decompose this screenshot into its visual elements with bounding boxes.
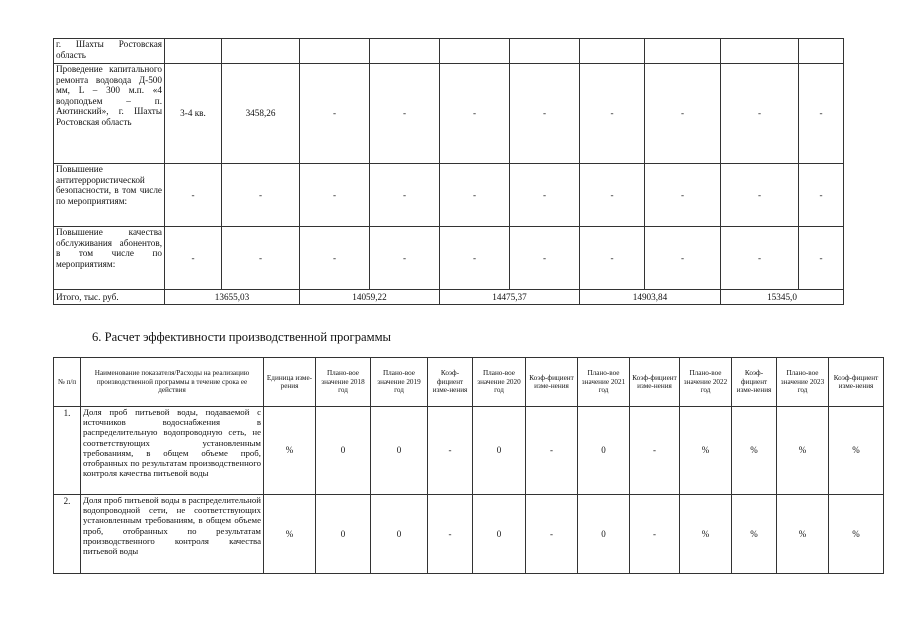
table-cell	[580, 39, 645, 64]
table-cell: %	[777, 407, 829, 495]
column-header: Плано-вое значение 2023 год	[777, 358, 829, 407]
table-cell: -	[526, 495, 578, 574]
table-cell: -	[300, 164, 370, 227]
row-name: Повышение качества обслуживания абонентов, в том числе по мероприятиям:	[54, 227, 165, 290]
table-row	[54, 227, 844, 290]
table-cell: 3458,26	[222, 64, 300, 164]
total-label: Итого, тыс. руб.	[54, 290, 165, 305]
table-row	[54, 495, 884, 574]
column-header: Плано-вое значение 2020 год	[473, 358, 526, 407]
table-row	[54, 164, 844, 227]
table-cell: %	[732, 495, 777, 574]
capital-repair-table	[53, 38, 844, 305]
table-cell: -	[222, 164, 300, 227]
row-name: Повышение антитеррористической безопасности, в том числе по мероприятиям:	[54, 164, 165, 227]
total-row	[54, 290, 844, 305]
table-cell: 0	[371, 495, 428, 574]
efficiency-table	[53, 357, 884, 574]
table-cell: -	[580, 227, 645, 290]
table-cell: -	[721, 227, 799, 290]
table-cell	[165, 39, 222, 64]
table-cell	[799, 39, 844, 64]
table-cell: -	[428, 407, 473, 495]
table-cell	[645, 39, 721, 64]
table-cell: 0	[578, 407, 630, 495]
table-row	[54, 407, 884, 495]
efficiency-table-body	[54, 358, 884, 574]
column-header: Коэф-фициент изме-нения	[732, 358, 777, 407]
row-number: 2.	[54, 495, 81, 574]
column-header: Плано-вое значение 2022 год	[680, 358, 732, 407]
table-cell: -	[300, 227, 370, 290]
table-cell: 0	[473, 495, 526, 574]
table-cell: -	[645, 227, 721, 290]
column-header: Плано-вое значение 2018 год	[316, 358, 371, 407]
table-cell: -	[645, 164, 721, 227]
table-cell: -	[428, 495, 473, 574]
table-cell: -	[630, 407, 680, 495]
table-cell: %	[732, 407, 777, 495]
table-cell: -	[440, 164, 510, 227]
table-cell: -	[721, 164, 799, 227]
column-header: Наименование показателя/Расходы на реализацию производственной программы в течение срока ее действия	[81, 358, 264, 407]
table-cell: %	[680, 407, 732, 495]
table-cell: -	[526, 407, 578, 495]
row-name: Доля проб питьевой воды в распределительной водопроводной сети, не соответствующих установленным требованиям, в общем объеме проб, отобранных по результатам производственного контроля качества питьевой воды	[81, 495, 264, 574]
table-cell: 0	[371, 407, 428, 495]
table-cell: -	[645, 64, 721, 164]
table-cell: %	[829, 407, 884, 495]
table-cell: -	[370, 227, 440, 290]
table-cell: -	[440, 227, 510, 290]
table-cell: -	[300, 64, 370, 164]
table-cell	[721, 39, 799, 64]
table-cell: -	[370, 164, 440, 227]
column-header: Плано-вое значение 2021 год	[578, 358, 630, 407]
table-cell: -	[799, 227, 844, 290]
table-header-row	[54, 358, 884, 407]
table-cell: %	[680, 495, 732, 574]
table-cell: -	[440, 64, 510, 164]
table-cell: %	[829, 495, 884, 574]
column-header: Коэф-фициент изме-нения	[428, 358, 473, 407]
table-cell: 0	[316, 495, 371, 574]
total-value: 15345,0	[721, 290, 844, 305]
column-header: № п/п	[54, 358, 81, 407]
table-cell: -	[370, 64, 440, 164]
table-cell: -	[165, 227, 222, 290]
row-number: 1.	[54, 407, 81, 495]
table-cell: -	[580, 64, 645, 164]
table-cell	[222, 39, 300, 64]
table-cell: -	[510, 64, 580, 164]
table-cell: 0	[578, 495, 630, 574]
section-title: 6. Расчет эффективности производственной программы	[92, 330, 391, 344]
column-header: Коэф-фициент изме-нения	[829, 358, 884, 407]
table-row	[54, 64, 844, 164]
table-cell	[510, 39, 580, 64]
table-cell: -	[799, 64, 844, 164]
table-cell	[370, 39, 440, 64]
capital-repair-table-body	[54, 39, 844, 305]
column-header: Коэф-фициент изме-нения	[630, 358, 680, 407]
table-cell: 3-4 кв.	[165, 64, 222, 164]
table-cell: -	[510, 227, 580, 290]
table-cell	[440, 39, 510, 64]
column-header: Единица изме-рения	[264, 358, 316, 407]
row-name: г. Шахты Ростовская область	[54, 39, 165, 64]
table-cell: -	[630, 495, 680, 574]
table-cell: -	[580, 164, 645, 227]
total-value: 14475,37	[440, 290, 580, 305]
row-name: Доля проб питьевой воды, подаваемой с источников водоснабжения в распределительную водопроводную сеть, не соответствующих установленным требованиям, в общем объеме проб, отобранных по результатам производственного контроля качества питьевой воды	[81, 407, 264, 495]
table-cell: 0	[473, 407, 526, 495]
column-header: Плано-вое значение 2019 год	[371, 358, 428, 407]
table-cell: -	[165, 164, 222, 227]
table-cell: %	[777, 495, 829, 574]
table-cell: -	[721, 64, 799, 164]
column-header: Коэф-фициент изме-нения	[526, 358, 578, 407]
table-cell: -	[510, 164, 580, 227]
table-cell: 0	[316, 407, 371, 495]
table-cell: %	[264, 495, 316, 574]
table-cell: %	[264, 407, 316, 495]
total-value: 14059,22	[300, 290, 440, 305]
table-cell: -	[222, 227, 300, 290]
table-cell: -	[799, 164, 844, 227]
table-row	[54, 39, 844, 64]
total-value: 13655,03	[165, 290, 300, 305]
row-name: Проведение капитального ремонта водовода Д-500 мм, L – 300 м.п. «4 водоподъем – п. Аютинский», г. Шахты Ростовская область	[54, 64, 165, 164]
table-cell	[300, 39, 370, 64]
total-value: 14903,84	[580, 290, 721, 305]
